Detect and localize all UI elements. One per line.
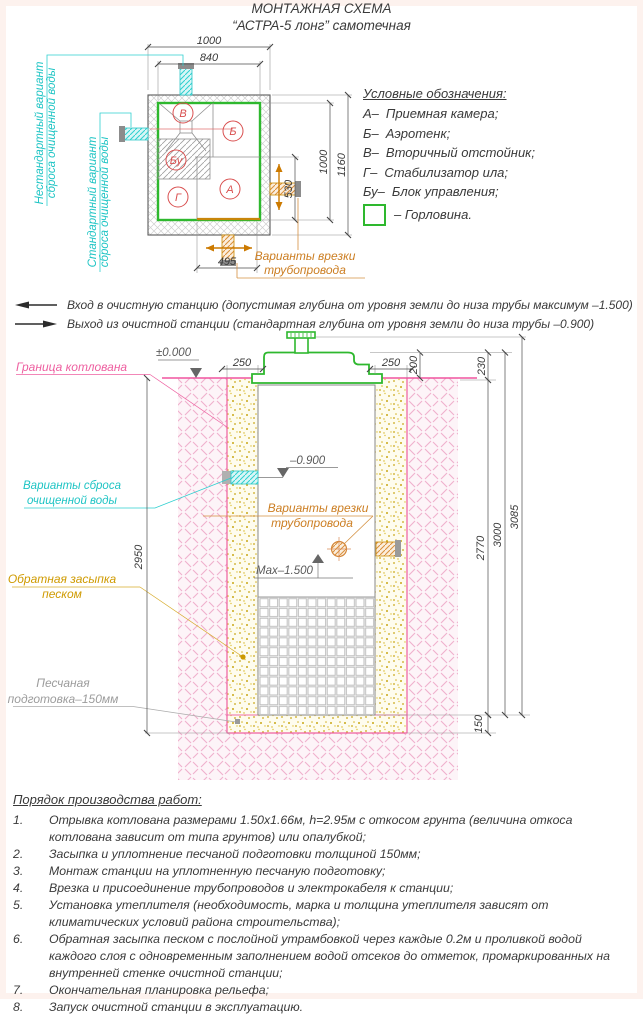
tie-in-label-line1: Варианты врезки (254, 249, 356, 263)
tie-in-pipe-right (376, 542, 396, 556)
legend-item-a: А– Приемная камера; (363, 106, 499, 121)
dim-2950: 2950 (133, 544, 145, 570)
outlet-level-text: –0.900 (290, 455, 326, 467)
procedure-item: 1. Отрывка котлована размерами 1.50х1.66м, h=2.95м с откосом грунта (величина откоса котлована зависит от типа грунтов) или опалубкой; (13, 813, 573, 844)
svg-text:Обратная засыпка: Обратная засыпка (7, 572, 117, 586)
procedure-item: 4. Врезка и присоединение трубопроводов и электрокабеля к станции; (13, 880, 454, 895)
tie-in-pipe-cap (395, 540, 401, 557)
zero-level-mark (156, 347, 202, 378)
outlet-pipe-stub (222, 471, 231, 484)
svg-text:очищенной воды: очищенной воды (26, 495, 118, 507)
svg-text:песком: песком (42, 587, 82, 601)
legend-title: Условные обозначения: (363, 86, 507, 101)
outlet-note-text: Выход из очистной станции (стандартная глубина от уровня земли до низа трубы –0.900) (67, 317, 595, 331)
right-arrow-icon (13, 319, 59, 329)
standard-discharge-label-line2: сброса очищенной воды (99, 136, 111, 268)
legend-item-bu: Бу– Блок управления; (363, 184, 499, 199)
zero-level-text: ±0.000 (156, 347, 192, 359)
dim-230: 230 (476, 356, 488, 376)
chamber-v-label: В (179, 108, 187, 120)
work-procedure (13, 792, 631, 1016)
procedure-title: Порядок производства работ: (13, 792, 202, 807)
legend-item-b: Б– Аэротенк; (363, 125, 451, 141)
svg-text:Варианты сброса: Варианты сброса (23, 480, 121, 492)
procedure-item: 8. Запуск очистной станции в эксплуатацию. (13, 999, 303, 1014)
pipe-notes (13, 298, 635, 336)
plan-view (34, 35, 365, 278)
left-pipe-cap (119, 126, 125, 142)
section-view (8, 332, 530, 780)
procedure-item: 7. Окончательная планировка рельефа; (13, 982, 270, 997)
nonstandard-discharge-label-line2: сброса очищенной воды (46, 67, 58, 199)
dim-3000: 3000 (492, 522, 504, 548)
station-ballast-grid (259, 597, 374, 714)
sand-bed (227, 715, 407, 733)
neck-swatch (363, 204, 386, 226)
drawing-title (0, 0, 643, 34)
inlet-note-text: Вход в очистную станцию (допустимая глубина от уровня земли до низа трубы максимум –1.500) (67, 298, 633, 312)
left-arrow-icon (13, 300, 59, 310)
dim-3085: 3085 (509, 504, 521, 530)
svg-text:подготовка–150мм: подготовка–150мм (7, 692, 119, 706)
title-line1: МОНТАЖНАЯ СХЕМА (251, 1, 392, 16)
dim-250-left: 250 (232, 357, 252, 369)
chamber-b-label: Б (229, 126, 237, 138)
chamber-bu-label: Бу (169, 155, 183, 167)
legend (363, 86, 635, 230)
top-inlet-pipe (180, 68, 192, 95)
dim-840: 840 (199, 52, 219, 64)
outlet-note (13, 317, 635, 331)
inlet-max-text: Max–1.500 (256, 565, 313, 577)
vent-stack (295, 337, 308, 353)
svg-text:Граница котлована: Граница котлована (16, 360, 128, 374)
inlet-note (13, 298, 635, 312)
left-outlet-pipe (124, 128, 148, 140)
svg-text:Песчаная: Песчаная (36, 676, 90, 690)
dim-1000-right: 1000 (318, 149, 330, 175)
dim-2770: 2770 (475, 535, 487, 561)
station-lid (252, 353, 382, 384)
sand-backfill-left (227, 378, 258, 715)
legend-item-g: Г– Стабилизатор ила; (363, 164, 509, 180)
legend-item-v: В– Вторичный отстойник; (363, 145, 535, 160)
procedure-item: 3. Монтаж станции на уплотненную песчаную подготовку; (13, 863, 386, 878)
procedure-item: 2. Засыпка и уплотнение песчаной подготовки толщиной 150мм; (13, 846, 421, 861)
dim-1160: 1160 (336, 153, 348, 177)
chamber-a-label: А (226, 184, 234, 196)
dim-530: 530 (283, 179, 295, 199)
procedure-item: 6. Обратная засыпка песком с послойной утрамбовкой через каждые 0.2м и проливкой водой каждого слоя с одновременным заполнением водой отсеков до отметок, промаркированных на внутренней стенке очистной станции; (13, 931, 610, 980)
dim-150: 150 (473, 714, 485, 734)
dim-495: 495 (217, 256, 237, 268)
procedure-item: 5. Установка утеплителя (необходимость, марка и толщина утеплителя зависят от климатических условий района строительства); (13, 897, 549, 929)
dim-200: 200 (408, 355, 420, 375)
tie-in-label-line2: трубопровода (264, 263, 346, 277)
svg-text:трубопровода: трубопровода (271, 516, 353, 530)
chamber-g-label: Г (175, 192, 181, 204)
svg-text:Варианты врезки: Варианты врезки (267, 501, 369, 515)
legend-item-neck: – Горловина. (363, 204, 635, 226)
outlet-pipe-section (231, 471, 258, 484)
nonstandard-discharge-label-line1: Нестандартный вариант (34, 61, 46, 205)
title-line2: “АСТРА-5 лонг” самотечная (232, 18, 411, 33)
dim-250-right: 250 (381, 357, 401, 369)
dim-1000-top: 1000 (196, 35, 222, 47)
standard-discharge-label-line1: Стандартный вариант (87, 136, 99, 268)
right-pipe-cap (295, 181, 301, 197)
